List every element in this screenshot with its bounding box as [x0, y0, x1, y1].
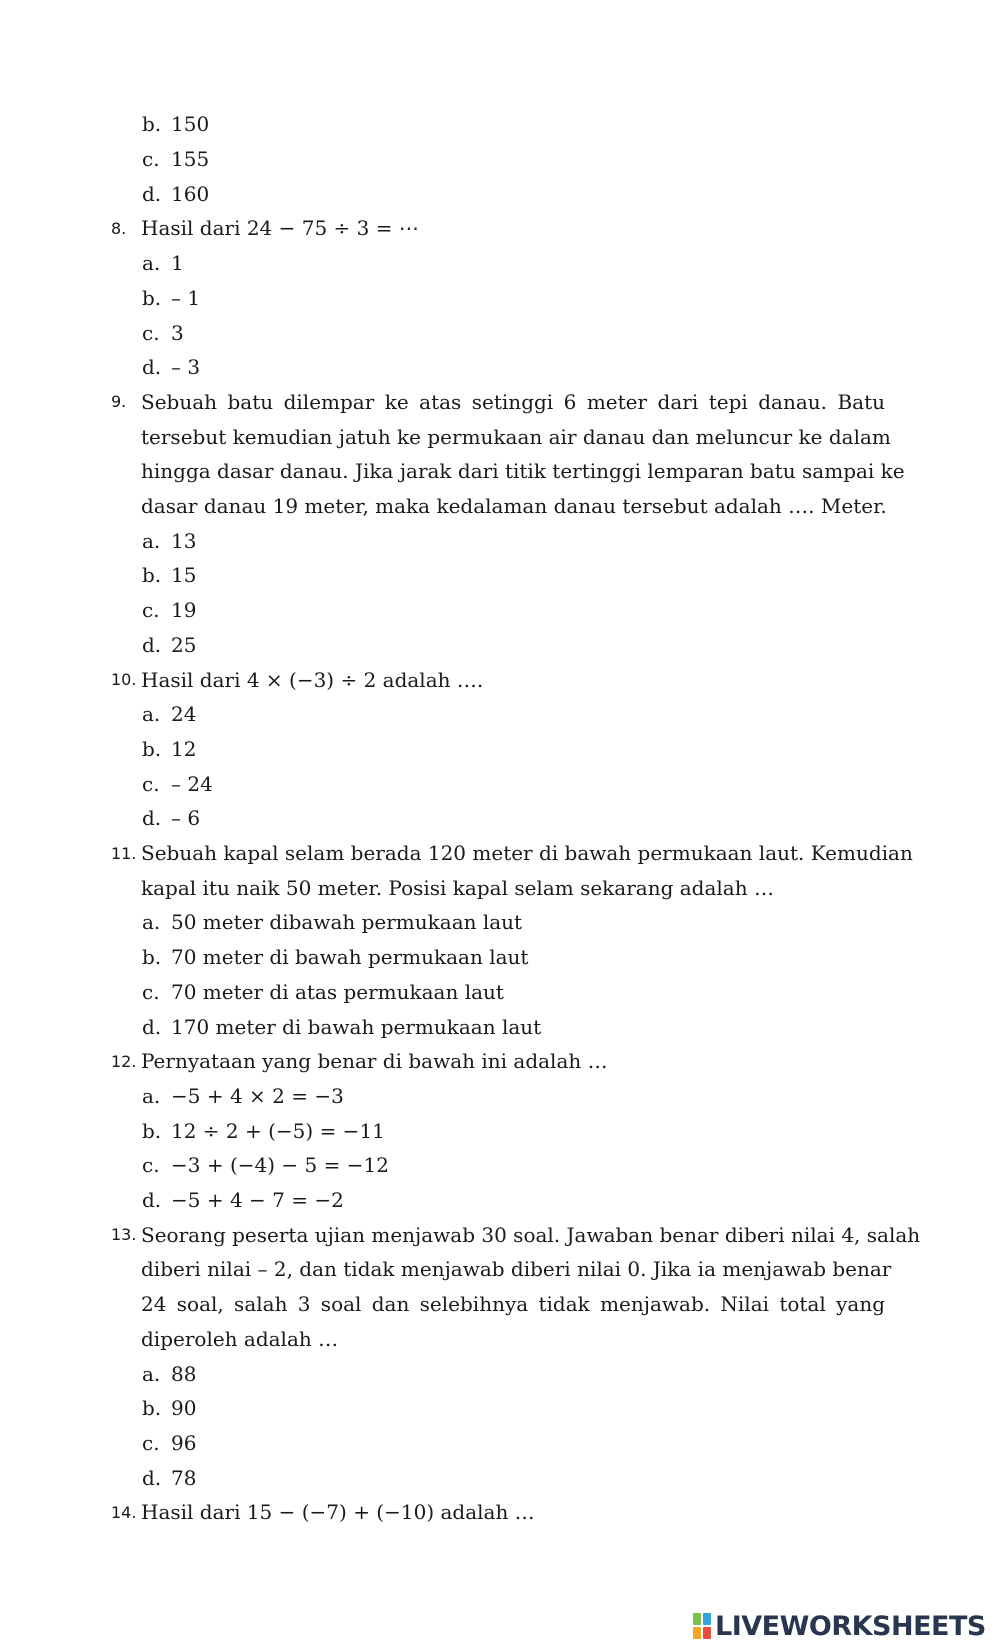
option-letter: b.	[142, 945, 162, 970]
option-letter: b.	[142, 1118, 162, 1143]
option-text: – 1	[171, 285, 201, 310]
question-14	[0, 1495, 1000, 1530]
option-text: −3 + (−4) − 5 = −12	[171, 1153, 389, 1178]
question-number: 11.	[111, 843, 137, 863]
option-text: 25	[171, 632, 197, 657]
option-letter: a.	[142, 910, 161, 935]
option-text: – 24	[171, 771, 213, 796]
option-row[interactable]	[0, 523, 1000, 558]
question-number: 10.	[111, 670, 137, 690]
option-text: 50 meter dibawah permukaan laut	[171, 910, 523, 935]
option-letter: b.	[142, 112, 162, 137]
option-row[interactable]	[0, 905, 1000, 940]
option-row[interactable]	[0, 697, 1000, 732]
option-letter: d.	[142, 355, 162, 380]
question-10	[0, 662, 1000, 697]
option-letter: b.	[142, 736, 162, 761]
question-text-line: hingga dasar danau. Jika jarak dari titik tertinggi lemparan batu sampai ke	[141, 459, 905, 484]
option-letter: a.	[142, 251, 161, 276]
option-row[interactable]	[0, 1079, 1000, 1114]
option-row[interactable]	[0, 1426, 1000, 1461]
liveworksheets-wordmark: LIVEWORKSHEETS	[715, 1610, 986, 1642]
option-letter: c.	[142, 598, 160, 623]
option-letter: d.	[142, 806, 162, 831]
logo-square-green	[693, 1613, 701, 1625]
logo-square-red	[703, 1627, 711, 1639]
option-row[interactable]	[0, 558, 1000, 593]
question-number: 13.	[111, 1225, 137, 1245]
liveworksheets-logo-icon	[693, 1613, 711, 1639]
question-number: 8.	[111, 218, 127, 238]
option-row[interactable]	[0, 1113, 1000, 1148]
question-text-line: diperoleh adalah …	[141, 1326, 339, 1351]
option-text: 3	[171, 320, 184, 345]
option-row[interactable]	[0, 732, 1000, 767]
option-text: 12	[171, 736, 197, 761]
question-text-line: Seorang peserta ujian menjawab 30 soal. Jawaban benar diberi nilai 4, salah	[141, 1222, 921, 1247]
option-text: 88	[171, 1361, 197, 1386]
option-row[interactable]	[0, 1356, 1000, 1391]
question-text: Hasil dari 15 − (−7) + (−10) adalah …	[141, 1500, 535, 1525]
option-row[interactable]	[0, 1183, 1000, 1218]
question-text-row	[0, 419, 1000, 454]
option-text: 15	[171, 563, 197, 588]
question-text-row	[0, 489, 1000, 524]
question-number: 14.	[111, 1502, 137, 1522]
option-text: 160	[171, 181, 210, 206]
option-letter: d.	[142, 1465, 162, 1490]
option-letter: a.	[142, 1361, 161, 1386]
option-row[interactable]	[0, 350, 1000, 385]
question-text: Pernyataan yang benar di bawah ini adalah …	[141, 1049, 608, 1074]
option-row[interactable]	[0, 176, 1000, 211]
option-text: – 3	[171, 355, 201, 380]
option-text: 170 meter di bawah permukaan laut	[171, 1014, 542, 1039]
option-letter: c.	[142, 979, 160, 1004]
option-text: −5 + 4 × 2 = −3	[171, 1083, 344, 1108]
option-letter: b.	[142, 285, 162, 310]
question-9	[0, 385, 1000, 420]
option-text: – 6	[171, 806, 201, 831]
question-11	[0, 836, 1000, 871]
question-13	[0, 1217, 1000, 1252]
option-letter: d.	[142, 632, 162, 657]
question-text: Hasil dari 4 × (−3) ÷ 2 adalah ….	[141, 667, 484, 692]
option-text: 1	[171, 251, 184, 276]
option-letter: c.	[142, 320, 160, 345]
option-row[interactable]	[0, 801, 1000, 836]
option-row[interactable]	[0, 1460, 1000, 1495]
option-row[interactable]	[0, 281, 1000, 316]
option-text: 150	[171, 112, 210, 137]
question-text: Hasil dari 24 − 75 ÷ 3 = ⋯	[141, 216, 419, 241]
question-text-line: Sebuah batu dilempar ke atas setinggi 6 meter dari tepi danau. Batu	[141, 389, 885, 414]
option-letter: c.	[142, 771, 160, 796]
liveworksheets-logo	[693, 1610, 986, 1642]
option-row[interactable]	[0, 593, 1000, 628]
option-letter: d.	[142, 1188, 162, 1213]
option-letter: a.	[142, 702, 161, 727]
option-row[interactable]	[0, 1009, 1000, 1044]
option-text: −5 + 4 − 7 = −2	[171, 1188, 344, 1213]
question-text-line: 24 soal, salah 3 soal dan selebihnya tidak menjawab. Nilai total yang	[141, 1292, 885, 1317]
option-letter: c.	[142, 1430, 160, 1455]
question-8	[0, 211, 1000, 246]
question-12	[0, 1044, 1000, 1079]
option-row[interactable]	[0, 940, 1000, 975]
question-text-line: Sebuah kapal selam berada 120 meter di bawah permukaan laut. Kemudian	[141, 841, 913, 866]
option-row[interactable]	[0, 628, 1000, 663]
option-text: 24	[171, 702, 197, 727]
option-text: 19	[171, 598, 197, 623]
question-text-row	[0, 870, 1000, 905]
option-text: 96	[171, 1430, 197, 1455]
logo-square-orange	[693, 1627, 701, 1639]
question-text-line: kapal itu naik 50 meter. Posisi kapal selam sekarang adalah …	[141, 875, 774, 900]
option-text: 78	[171, 1465, 197, 1490]
option-text: 13	[171, 528, 197, 553]
option-text: 70 meter di atas permukaan laut	[171, 979, 504, 1004]
option-row[interactable]	[0, 975, 1000, 1010]
option-row[interactable]	[0, 766, 1000, 801]
question-text-row	[0, 1252, 1000, 1287]
option-letter: a.	[142, 528, 161, 553]
question-text-row	[0, 1287, 1000, 1322]
option-letter: b.	[142, 563, 162, 588]
option-row[interactable]	[0, 1148, 1000, 1183]
option-text: 90	[171, 1396, 197, 1421]
option-letter: a.	[142, 1083, 161, 1108]
option-row[interactable]	[0, 107, 1000, 142]
question-text-line: tersebut kemudian jatuh ke permukaan air danau dan meluncur ke dalam	[141, 424, 891, 449]
option-row[interactable]	[0, 315, 1000, 350]
option-letter: c.	[142, 147, 160, 172]
option-letter: c.	[142, 1153, 160, 1178]
option-text: 155	[171, 147, 210, 172]
option-text: 70 meter di bawah permukaan laut	[171, 945, 529, 970]
option-letter: b.	[142, 1396, 162, 1421]
question-text-line: dasar danau 19 meter, maka kedalaman danau tersebut adalah …. Meter.	[141, 494, 887, 519]
option-row[interactable]	[0, 1391, 1000, 1426]
option-row[interactable]	[0, 246, 1000, 281]
logo-square-blue	[703, 1613, 711, 1625]
option-letter: d.	[142, 181, 162, 206]
question-text-row	[0, 1322, 1000, 1357]
question-text-row	[0, 454, 1000, 489]
question-number: 12.	[111, 1051, 137, 1071]
option-row[interactable]	[0, 142, 1000, 177]
question-number: 9.	[111, 392, 127, 412]
option-letter: d.	[142, 1014, 162, 1039]
question-text-line: diberi nilai – 2, dan tidak menjawab diberi nilai 0. Jika ia menjawab benar	[141, 1257, 892, 1282]
option-text: 12 ÷ 2 + (−5) = −11	[171, 1118, 385, 1143]
